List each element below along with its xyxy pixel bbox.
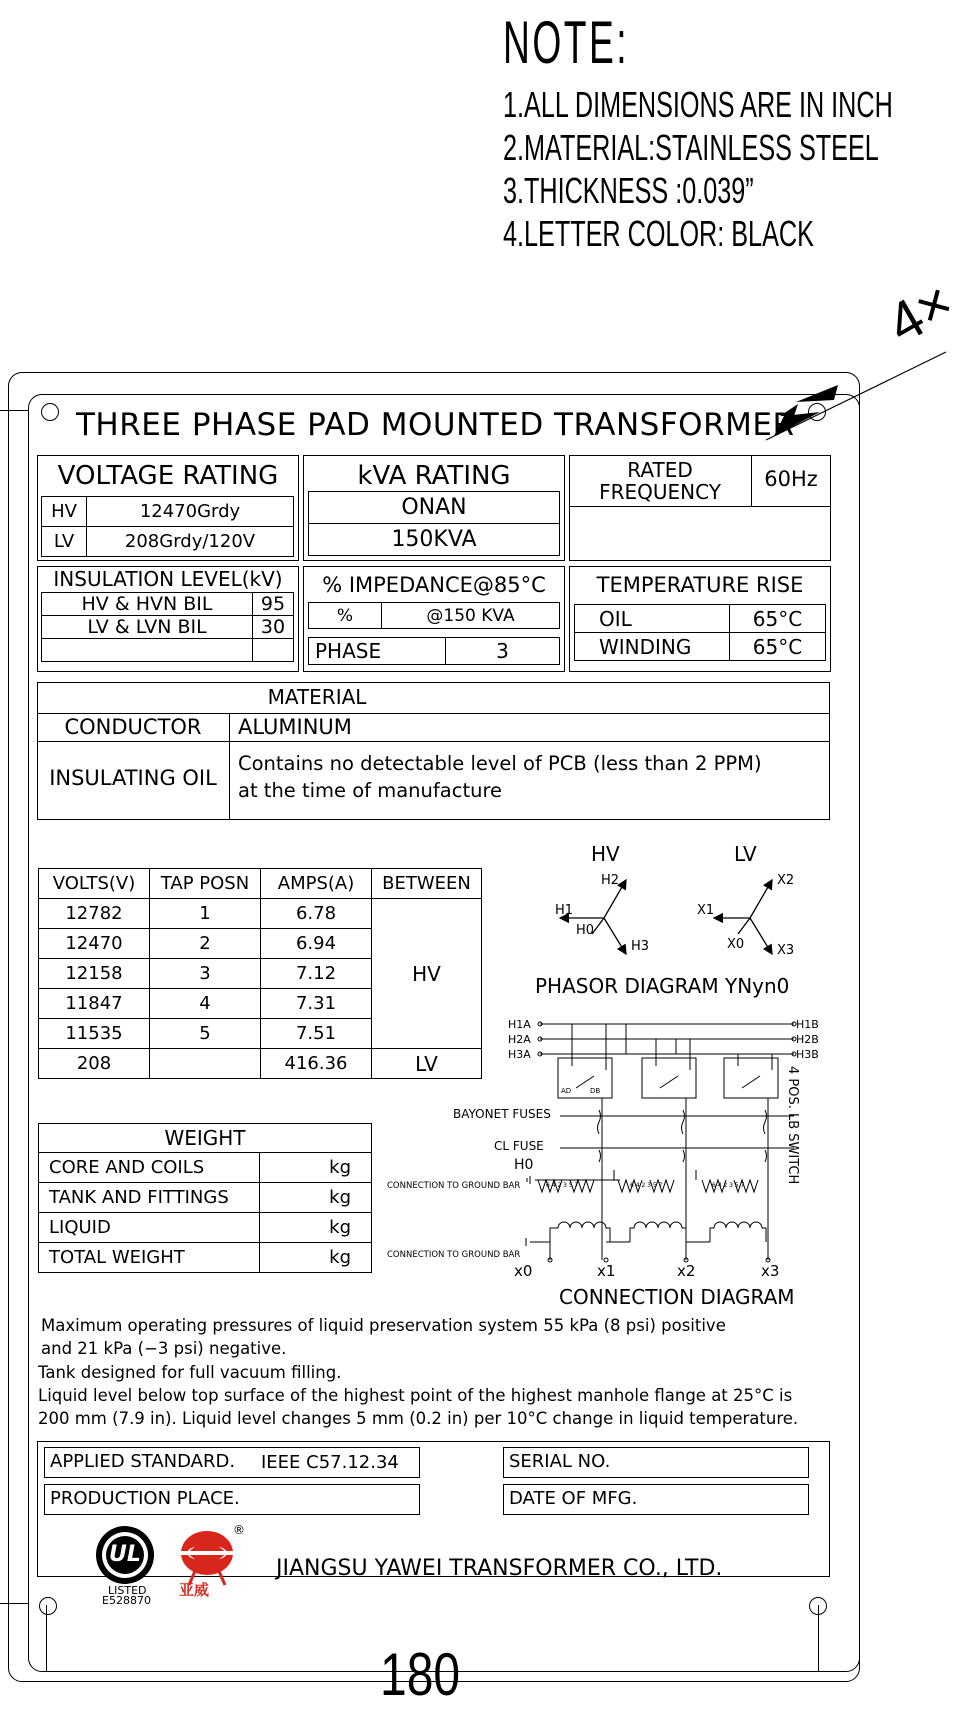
phasor-terminal-x1: X1 — [697, 903, 715, 918]
insulating-oil-line2: at the time of manufacture — [238, 779, 503, 802]
insulation-label-lv: LV & LVN BIL — [42, 616, 253, 639]
tap-numbers: 6 4 2 3 5 7 — [712, 1182, 745, 1189]
yawei-logo-icon — [175, 1525, 247, 1601]
conductor-value: ALUMINUM — [238, 715, 352, 739]
weight-table — [38, 1123, 372, 1273]
phasor-lv-label: LV — [734, 842, 757, 866]
ul-logo-icon — [96, 1526, 154, 1584]
lv-terminal-x1: x1 — [597, 1262, 616, 1280]
insulation-value-lv: 30 — [253, 616, 294, 639]
phasor-terminal-h2: H2 — [601, 873, 620, 888]
table-row — [42, 497, 294, 527]
frequency-header-line1: RATED — [627, 458, 693, 482]
lv-terminal-x3: x3 — [761, 1262, 780, 1280]
table-row — [39, 1124, 372, 1153]
voltage-label-hv: HV — [42, 497, 87, 527]
plate-title: THREE PHASE PAD MOUNTED TRANSFORMER — [76, 407, 795, 443]
impedance-header: % IMPEDANCE@85°C — [322, 573, 546, 597]
phasor-terminal-x3: X3 — [777, 943, 795, 958]
note-line-1: 1.ALL DIMENSIONS ARE IN INCH — [503, 84, 893, 125]
insulation-empty-cell — [253, 639, 294, 662]
tap-header-amps: AMPS(A) — [261, 869, 372, 899]
phasor-hv-label: HV — [591, 842, 620, 866]
terminal-h2b: H2B — [796, 1033, 819, 1046]
tap-cell: 1 — [150, 899, 261, 929]
conductor-label: CONDUCTOR — [64, 715, 202, 739]
pressure-note-line1: Maximum operating pressures of liquid preservation system 55 kPa (8 psi) positive — [41, 1316, 726, 1335]
ul-mark: UL — [109, 1542, 141, 1567]
kva-rating-table — [308, 491, 560, 556]
table-row — [309, 492, 560, 524]
tap-cell: 2 — [150, 929, 261, 959]
terminal-h2a: H2A — [508, 1033, 531, 1046]
insulation-value-hv: 95 — [253, 593, 294, 616]
weight-header: WEIGHT — [39, 1124, 372, 1153]
terminal-h1b: H1B — [796, 1018, 819, 1031]
table-row — [39, 1213, 372, 1243]
table-row — [575, 633, 826, 661]
ground-label-hv: CONNECTION TO GROUND BAR — [387, 1181, 521, 1191]
table-row — [42, 593, 294, 616]
tap-numbers: 6 4 2 3 5 7 — [546, 1182, 579, 1189]
applied-standard-label: APPLIED STANDARD. — [50, 1451, 236, 1472]
impedance-base: @150 KVA — [382, 603, 560, 629]
tap-cell: 7.51 — [261, 1019, 372, 1049]
material-divider — [229, 713, 230, 820]
table-row — [39, 899, 482, 929]
weight-unit: kg — [260, 1213, 372, 1243]
insulation-header: INSULATION LEVEL(kV) — [53, 567, 283, 591]
kva-cooling: ONAN — [309, 492, 560, 524]
h0-label: H0 — [514, 1157, 534, 1173]
table-row — [39, 1183, 372, 1213]
tap-cell: 11535 — [39, 1019, 150, 1049]
tap-header-posn: TAP POSN — [150, 869, 261, 899]
company-name: JIANGSU YAWEI TRANSFORMER CO., LTD. — [276, 1556, 723, 1581]
note-line-3: 3.THICKNESS :0.039” — [503, 170, 754, 211]
switch-mark-ad: AD — [561, 1087, 572, 1095]
voltage-rating-header: VOLTAGE RATING — [57, 461, 279, 491]
tap-cell: 3 — [150, 959, 261, 989]
weight-unit: kg — [260, 1243, 372, 1273]
lv-terminal-x0: x0 — [514, 1262, 533, 1280]
note-title: NOTE: — [503, 9, 630, 76]
liquid-level-note-line2: 200 mm (7.9 in). Liquid level changes 5 mm (0.2 in) per 10°C change in liquid temperature. — [38, 1409, 799, 1428]
tap-cell: 7.31 — [261, 989, 372, 1019]
switch-label: 4 POS. LB SWITCH — [785, 1066, 800, 1185]
table-row — [575, 605, 826, 633]
insulation-table — [41, 592, 294, 662]
temperature-rise-header: TEMPERATURE RISE — [596, 573, 804, 597]
temperature-rise-table — [574, 604, 826, 661]
insulating-oil-line1: Contains no detectable level of PCB (less than 2 PPM) — [238, 752, 762, 775]
tap-numbers: 6 4 2 3 5 7 — [630, 1182, 663, 1189]
insulating-oil-label: INSULATING OIL — [49, 766, 217, 790]
tap-cell: 4 — [150, 989, 261, 1019]
tap-cell: 6.94 — [261, 929, 372, 959]
note-line-4: 4.LETTER COLOR: BLACK — [503, 213, 814, 254]
table-row — [42, 639, 294, 662]
liquid-level-note-line1: Liquid level below top surface of the highest point of the highest manhole flange at 25°C is — [38, 1386, 793, 1405]
serial-no-label: SERIAL NO. — [509, 1451, 611, 1472]
phase-value: 3 — [446, 638, 560, 665]
note-line-2: 2.MATERIAL:STAINLESS STEEL — [503, 127, 879, 168]
kva-value: 150KVA — [309, 524, 560, 556]
table-row — [42, 616, 294, 639]
impedance-table — [308, 602, 560, 629]
phasor-caption: PHASOR DIAGRAM YNyn0 — [535, 974, 790, 998]
date-of-mfg-label: DATE OF MFG. — [509, 1488, 638, 1509]
table-row — [39, 869, 482, 899]
weight-label: TANK AND FITTINGS — [39, 1183, 260, 1213]
tap-header-between: BETWEEN — [372, 869, 482, 899]
tap-cell: 12470 — [39, 929, 150, 959]
weight-unit: kg — [260, 1183, 372, 1213]
impedance-unit: % — [309, 603, 382, 629]
weight-unit: kg — [260, 1153, 372, 1183]
phasor-terminal-x2: X2 — [777, 873, 795, 888]
tap-between-lv: LV — [372, 1049, 482, 1079]
frequency-header-line2: FREQUENCY — [599, 480, 721, 504]
table-row — [309, 524, 560, 556]
tap-cell — [150, 1049, 261, 1079]
weight-label: CORE AND COILS — [39, 1153, 260, 1183]
phasor-terminal-x0: X0 — [727, 937, 745, 952]
weight-label: LIQUID — [39, 1213, 260, 1243]
table-row — [39, 1153, 372, 1183]
applied-standard-value: IEEE C57.12.34 — [261, 1452, 399, 1473]
tap-cell: 11847 — [39, 989, 150, 1019]
tap-header-volts: VOLTS(V) — [39, 869, 150, 899]
phase-table — [308, 637, 560, 665]
connection-diagram-icon — [380, 1010, 820, 1280]
insulation-empty-cell — [42, 639, 253, 662]
connection-caption: CONNECTION DIAGRAM — [559, 1285, 795, 1309]
phasor-terminal-h1: H1 — [555, 903, 574, 918]
table-row — [309, 638, 560, 665]
tap-cell: 6.78 — [261, 899, 372, 929]
tap-cell: 416.36 — [261, 1049, 372, 1079]
mounting-hole-icon — [39, 1597, 57, 1615]
width-dimension: 180 — [380, 1641, 461, 1708]
weight-label: TOTAL WEIGHT — [39, 1243, 260, 1273]
corner-hole-count: 4× — [876, 268, 964, 356]
ul-listed: LISTED — [108, 1584, 147, 1597]
table-row — [39, 1243, 372, 1273]
voltage-rating-table — [41, 496, 294, 557]
material-divider — [37, 741, 830, 742]
material-divider — [37, 713, 830, 714]
pressure-note-line2: and 21 kPa (−3 psi) negative. — [41, 1339, 287, 1358]
mounting-hole-icon — [809, 1597, 827, 1615]
material-header: MATERIAL — [267, 685, 367, 709]
temp-value-winding: 65°C — [730, 633, 826, 661]
mounting-hole-icon — [41, 403, 59, 421]
table-row — [309, 603, 560, 629]
phasor-terminal-h0: H0 — [576, 923, 595, 938]
tap-cell: 7.12 — [261, 959, 372, 989]
terminal-h1a: H1A — [508, 1018, 531, 1031]
terminal-h3a: H3A — [508, 1048, 531, 1061]
temp-label-winding: WINDING — [575, 633, 730, 661]
temp-label-oil: OIL — [575, 605, 730, 633]
tap-cell: 5 — [150, 1019, 261, 1049]
ul-number: E528870 — [102, 1594, 151, 1607]
voltage-value-lv: 208Grdy/120V — [87, 527, 294, 557]
voltage-label-lv: LV — [42, 527, 87, 557]
phase-label: PHASE — [309, 638, 446, 665]
table-row — [42, 527, 294, 557]
frequency-value: 60Hz — [764, 467, 818, 491]
cl-fuse-label: CL FUSE — [494, 1139, 544, 1153]
terminal-h3b: H3B — [796, 1048, 819, 1061]
tap-cell: 12782 — [39, 899, 150, 929]
yawei-logo-chars: 亚威 — [179, 1581, 210, 1599]
production-place-label: PRODUCTION PLACE. — [50, 1488, 240, 1509]
voltage-value-hv: 12470Grdy — [87, 497, 294, 527]
tap-cell: 208 — [39, 1049, 150, 1079]
frequency-divider — [569, 506, 831, 507]
tap-between-hv: HV — [372, 899, 482, 1049]
tap-cell: 12158 — [39, 959, 150, 989]
vacuum-note: Tank designed for full vacuum filling. — [38, 1363, 342, 1382]
lv-terminal-x2: x2 — [677, 1262, 696, 1280]
registered-mark: ® — [233, 1523, 245, 1537]
switch-mark-db: DB — [590, 1087, 601, 1095]
insulation-label-hv: HV & HVN BIL — [42, 593, 253, 616]
ground-label-lv: CONNECTION TO GROUND BAR — [387, 1250, 521, 1260]
kva-rating-header: kVA RATING — [357, 461, 511, 491]
bayonet-fuse-label: BAYONET FUSES — [453, 1107, 551, 1121]
phasor-terminal-h3: H3 — [631, 939, 650, 954]
temp-value-oil: 65°C — [730, 605, 826, 633]
